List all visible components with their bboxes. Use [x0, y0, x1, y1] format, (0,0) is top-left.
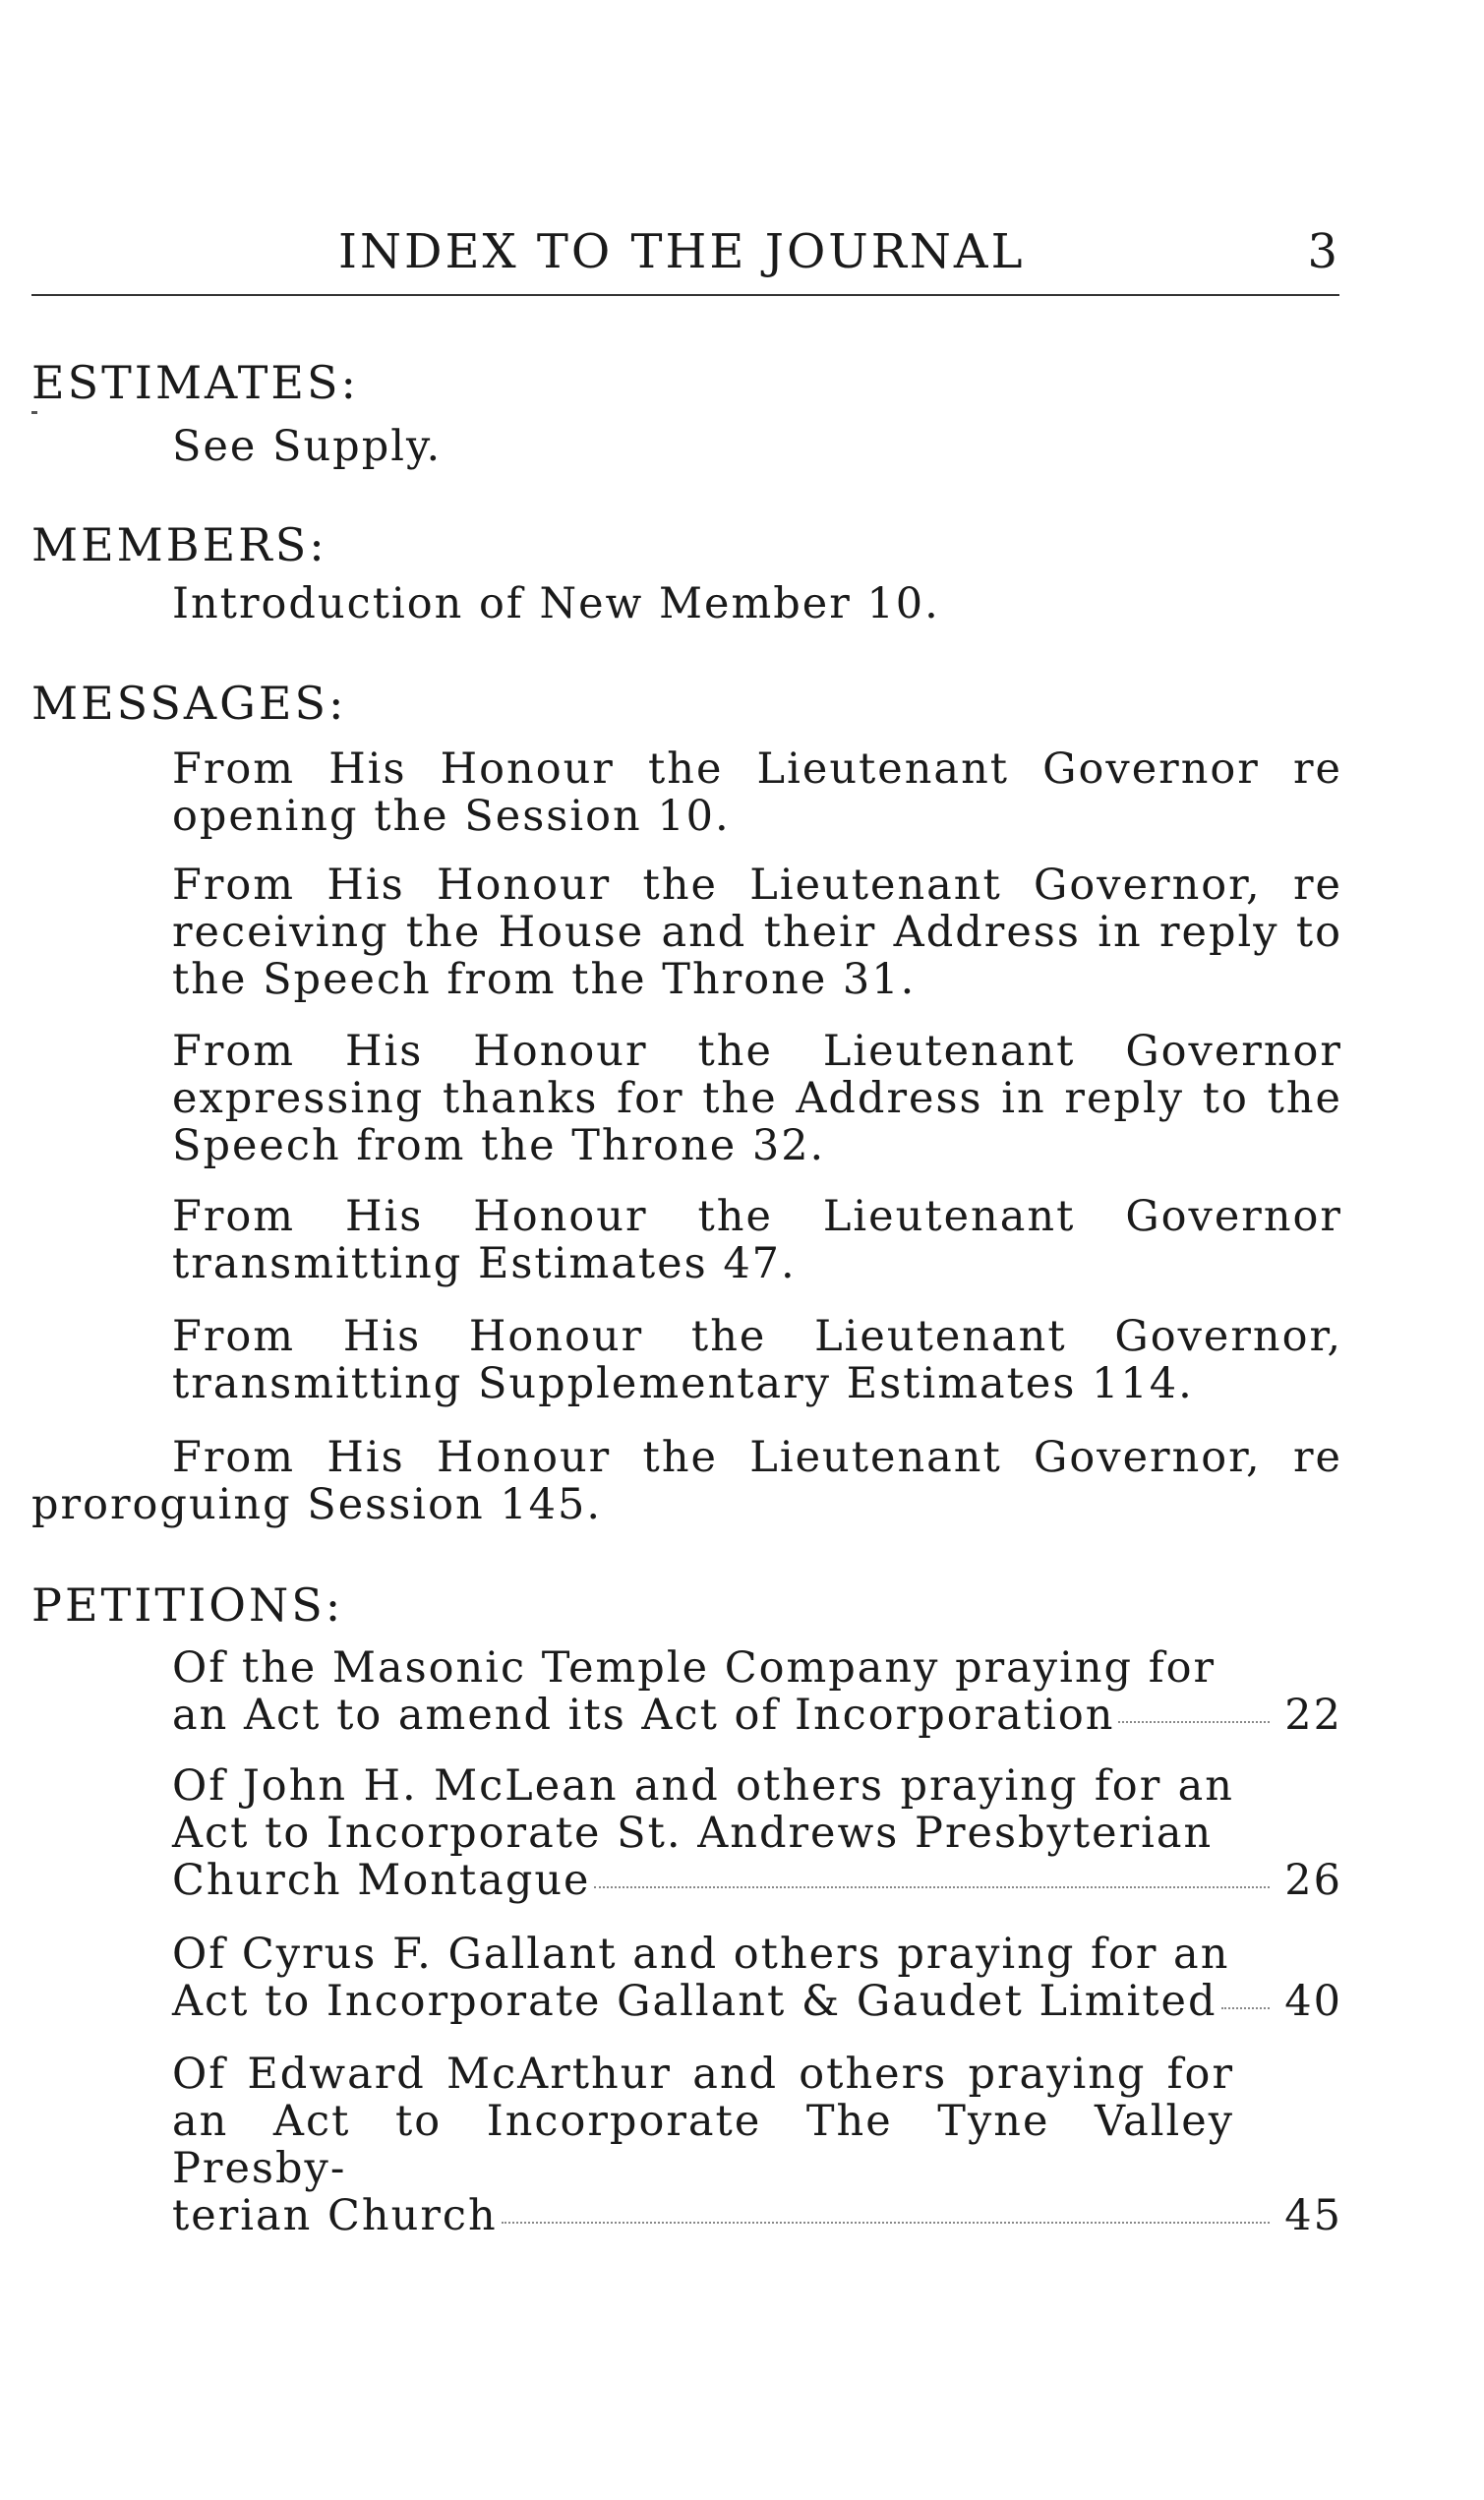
members-entry: Introduction of New Member 10. — [172, 579, 940, 628]
messages-entry: From His Honour the Lieutenant Governor expressing thanks for the Address in reply to the Speech from the Throne 32. — [172, 1027, 1342, 1170]
messages-entry: From His Honour the Lieutenant Governor, re proroguing Session 145. — [31, 1433, 1342, 1529]
petition-last-line — [172, 1857, 1342, 1904]
petition-text: Of Edward McArthur and others praying for an Act to Incorporate The Tyne Valley Presby- — [172, 2050, 1234, 2193]
petition-last-line — [172, 1978, 1342, 2025]
dot-leader — [502, 2222, 1270, 2224]
dot-leader — [1118, 1721, 1270, 1723]
petition-text-end: an Act to amend its Act of Incorporation — [172, 1691, 1115, 1740]
petition-text-end: Church Montague — [172, 1856, 591, 1905]
header-rule — [31, 294, 1339, 296]
messages-entry: From His Honour the Lieutenant Governor transmitting Estimates 47. — [172, 1192, 1342, 1288]
page-header — [31, 224, 1339, 293]
heading-members: MEMBERS: — [31, 518, 327, 571]
petition-page-number: 22 — [1284, 1691, 1342, 1740]
page-number: 3 — [1307, 224, 1339, 279]
dot-leader — [1221, 2007, 1270, 2009]
dot-leader — [594, 1886, 1270, 1888]
messages-entry: From His Honour the Lieutenant Governor re opening the Session 10. — [172, 744, 1342, 841]
print-speck — [31, 411, 37, 414]
petition-page-number: 26 — [1284, 1856, 1342, 1905]
petition-text: Of the Masonic Temple Company praying for — [172, 1643, 1217, 1693]
petition-entry — [172, 2051, 1342, 2239]
heading-petitions: PETITIONS: — [31, 1578, 344, 1632]
messages-entry: From His Honour the Lieutenant Governor, transmitting Supplementary Estimates 114. — [172, 1312, 1342, 1408]
petition-text-end: terian Church — [172, 2191, 498, 2240]
petition-text: Of Cyrus F. Gallant and others praying for an — [172, 1930, 1230, 1979]
petition-entry — [172, 1931, 1342, 2025]
petition-text: Of John H. McLean and others praying for an Act to Incorporate St. Andrews Presbyterian — [172, 1761, 1234, 1858]
messages-entry: From His Honour the Lieutenant Governor, re receiving the House and their Address in reply to the Speech from the Throne 31. — [172, 861, 1342, 1004]
estimates-entry: See Supply. — [172, 422, 443, 471]
petition-entry — [172, 1644, 1342, 1739]
petition-text-end: Act to Incorporate Gallant & Gaudet Limited — [172, 1977, 1217, 2026]
petition-page-number: 40 — [1284, 1977, 1342, 2026]
heading-messages: MESSAGES: — [31, 677, 347, 730]
page-title: INDEX TO THE JOURNAL — [338, 224, 1026, 279]
petition-last-line — [172, 2192, 1342, 2239]
petition-last-line — [172, 1692, 1342, 1739]
heading-estimates: ESTIMATES: — [31, 356, 360, 409]
petition-page-number: 45 — [1284, 2191, 1342, 2240]
petition-entry — [172, 1762, 1342, 1904]
